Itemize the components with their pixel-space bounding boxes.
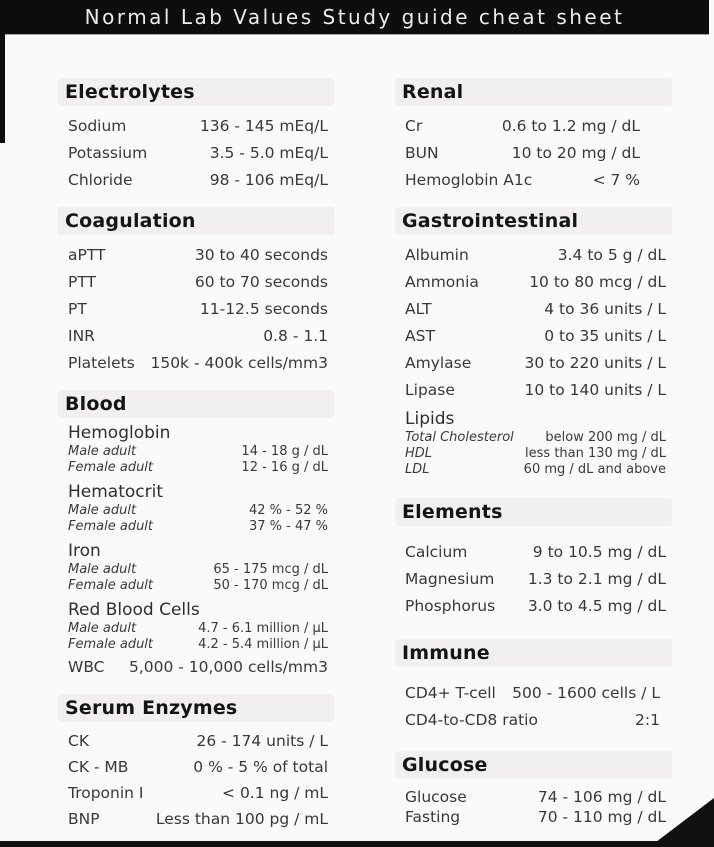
lab-row [395,807,672,827]
lab-value: 4.7 - 6.1 million / µL [198,621,328,636]
lab-subheader [58,481,334,503]
lab-name: Iron [68,541,101,561]
section-header [395,639,672,667]
lab-name: BUN [405,143,439,162]
lab-row [58,112,334,139]
lab-value: 3.0 to 4.5 mg / dL [527,596,666,615]
lab-name: Hematocrit [68,482,164,502]
lab-name: BNP [68,810,100,828]
section-rows [395,241,672,478]
section-title: Elements [402,501,503,523]
section-rows [395,112,672,193]
lab-name: Female adult [68,578,154,593]
lab-row [395,139,672,166]
lab-name: Magnesium [405,569,495,588]
lab-row [58,460,334,476]
lab-subheader [58,540,334,562]
lab-name: Female adult [68,519,154,534]
section-rows [395,787,672,827]
lab-name: Lipase [405,380,455,399]
lab-name: Cr [405,116,423,135]
lab-value: 3.4 to 5 g / dL [557,245,666,264]
section-header [58,78,334,106]
lab-value: 10 to 140 units / L [524,380,666,399]
lab-name: Chloride [68,170,133,189]
lab-name: Red Blood Cells [68,600,200,620]
lab-name: Phosphorus [405,596,496,615]
lab-name: Troponin I [68,784,144,802]
lab-name: Male adult [68,621,137,636]
lab-row [58,519,334,535]
lab-row [395,592,672,619]
lab-row [58,754,334,780]
lab-row [395,430,672,446]
lab-name: Calcium [405,542,468,561]
lab-value: 0 % - 5 % of total [193,758,328,776]
section-rows [58,112,334,193]
lab-subheader [395,408,672,430]
lab-value: 60 mg / dL and above [523,462,666,477]
lab-row [58,621,334,637]
lab-row [395,706,672,733]
lab-value: < 7 % [592,170,640,189]
lab-name: Albumin [405,245,469,264]
lab-row [395,166,672,193]
section-title: Serum Enzymes [65,697,238,719]
lab-name: CK [68,732,89,750]
lab-row [58,562,334,578]
lab-value: 0.6 to 1.2 mg / dL [501,116,640,135]
lab-value: 14 - 18 g / dL [241,444,328,459]
lab-name: CD4+ T-cell [405,683,496,702]
lab-row [395,679,672,706]
section-title: Blood [65,393,127,415]
lab-value: 60 to 70 seconds [194,272,328,291]
lab-name: Male adult [68,503,137,518]
lab-name: Platelets [68,353,135,372]
lab-name: CK - MB [68,758,129,776]
lab-row [58,653,334,680]
lab-row [58,241,334,268]
lab-name: Ammonia [405,272,479,291]
corner-fold-triangle [656,798,714,842]
lab-name: Fasting [405,808,461,826]
lab-name: Sodium [68,116,127,135]
section-renal [395,78,672,193]
section-blood [58,390,334,680]
lab-row [395,295,672,322]
lab-row [395,538,672,565]
lab-name: INR [68,326,95,345]
section-header [395,751,672,779]
lab-value: 0 to 35 units / L [544,326,666,345]
section-header [395,78,672,106]
lab-value: 65 - 175 mcg / dL [213,562,328,577]
lab-row [58,166,334,193]
lab-name: Amylase [405,353,472,372]
lab-name: Potassium [68,143,148,162]
lab-value: 12 - 16 g / dL [241,460,328,475]
lab-value: 50 - 170 mcg / dL [213,578,328,593]
section-glucose [395,751,672,827]
lab-row [395,565,672,592]
bottom-edge-bar [0,841,714,847]
lab-name: aPTT [68,245,106,264]
lab-value: < 0.1 ng / mL [222,784,328,802]
lab-name: Male adult [68,562,137,577]
lab-row [395,787,672,807]
section-rows [395,679,672,733]
lab-value: less than 130 mg / dL [525,446,666,461]
lab-value: 10 to 20 mg / dL [511,143,640,162]
section-elements [395,498,672,619]
section-title: Coagulation [65,210,196,232]
section-header [395,207,672,235]
lab-value: 70 - 110 mg / dL [537,808,666,826]
section-title: Glucose [402,754,488,776]
lab-value: 5,000 - 10,000 cells/mm3 [128,657,328,676]
section-header [58,694,334,722]
lab-row [395,112,672,139]
lab-row [58,139,334,166]
lab-value: 42 % - 52 % [248,503,328,518]
content-columns [58,70,672,837]
lab-value: 11-12.5 seconds [199,299,328,318]
lab-value: below 200 mg / dL [545,430,666,445]
section-header [395,498,672,526]
lab-name: Hemoglobin A1c [405,170,533,189]
section-coagulation [58,207,334,376]
lab-row [58,322,334,349]
lab-row [395,322,672,349]
lab-value: 10 to 80 mcg / dL [529,272,666,291]
lab-row [58,780,334,806]
section-gastrointestinal [395,207,672,478]
lab-name: ALT [405,299,432,318]
lab-row [58,503,334,519]
lab-row [58,637,334,653]
lab-value: 150k - 400k cells/mm3 [150,353,328,372]
lab-value: 500 - 1600 cells / L [512,683,660,702]
lab-value: 2:1 [635,710,660,729]
section-title: Electrolytes [65,81,195,103]
lab-name: WBC [68,657,105,676]
lab-value: 3.5 - 5.0 mEq/L [209,143,328,162]
lab-name: LDL [405,462,430,477]
section-title: Immune [402,642,490,664]
section-rows [58,422,334,680]
lab-name: Male adult [68,444,137,459]
lab-value: 26 - 174 units / L [196,732,328,750]
section-rows [58,241,334,376]
lab-row [58,578,334,594]
column-left [58,70,334,837]
lab-row [395,376,672,403]
section-title: Gastrointestinal [402,210,579,232]
lab-name: PT [68,299,87,318]
lab-name: Hemoglobin [68,423,171,443]
lab-name: Lipids [405,409,455,429]
lab-row [58,268,334,295]
header-bar [0,0,709,34]
lab-subheader [58,599,334,621]
lab-value: 0.8 - 1.1 [263,326,328,345]
section-electrolytes [58,78,334,193]
section-header [58,207,334,235]
section-rows [395,538,672,619]
lab-row [395,446,672,462]
lab-name: Female adult [68,637,154,652]
page-title: Normal Lab Values Study guide cheat sheet [84,5,625,29]
lab-name: Glucose [405,788,467,806]
lab-value: 9 to 10.5 mg / dL [532,542,666,561]
lab-value: Less than 100 pg / mL [155,810,328,828]
lab-name: AST [405,326,435,345]
lab-value: 136 - 145 mEq/L [199,116,328,135]
lab-row [58,444,334,460]
section-immune [395,639,672,733]
section-header [58,390,334,418]
lab-row [395,462,672,478]
lab-value: 4 to 36 units / L [544,299,666,318]
lab-row [395,241,672,268]
column-right [395,70,672,837]
lab-row [58,349,334,376]
lab-row [58,806,334,832]
lab-subheader [58,422,334,444]
lab-row [395,349,672,376]
lab-name: Female adult [68,460,154,475]
section-serum-enzymes [58,694,334,832]
lab-value: 1.3 to 2.1 mg / dL [527,569,666,588]
lab-row [58,728,334,754]
lab-value: 37 % - 47 % [248,519,328,534]
left-edge-strip [0,33,5,143]
lab-value: 98 - 106 mEq/L [209,170,328,189]
lab-row [395,268,672,295]
lab-value: 4.2 - 5.4 million / µL [198,637,328,652]
lab-row [58,295,334,322]
lab-name: PTT [68,272,97,291]
lab-value: 30 to 220 units / L [524,353,666,372]
lab-name: CD4-to-CD8 ratio [405,710,538,729]
lab-name: HDL [405,446,433,461]
lab-name: Total Cholesterol [405,430,514,445]
lab-value: 30 to 40 seconds [194,245,328,264]
section-rows [58,728,334,832]
lab-value: 74 - 106 mg / dL [537,788,666,806]
section-title: Renal [402,81,464,103]
